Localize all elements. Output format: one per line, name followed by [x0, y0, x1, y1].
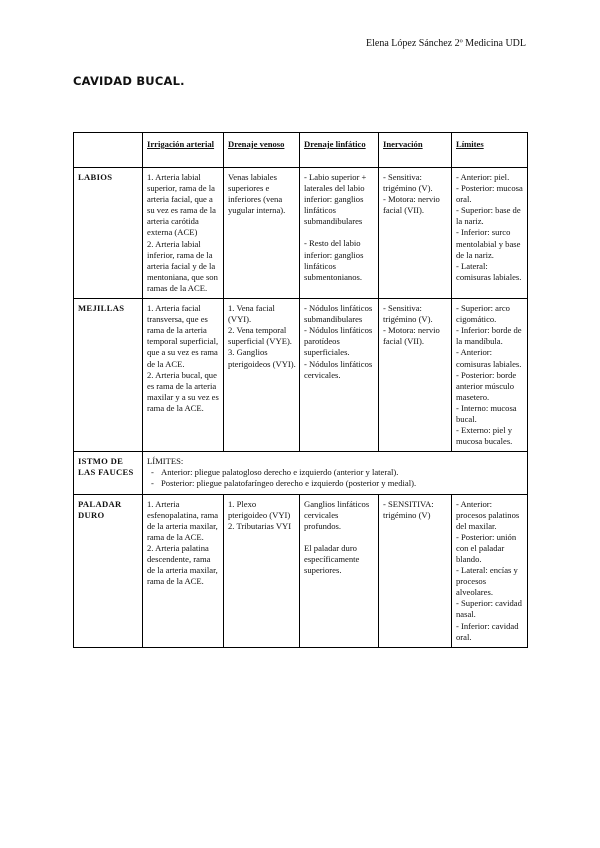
cell-linfatico: - Nódulos linfáticos submandibulares - Nódulos linfáticos parotídeos superficiales. - Nódulos linfáticos cervicales. — [300, 299, 379, 452]
cell-irrigacion: 1. Arteria facial transversa, que es rama de la arteria temporal superficial, que a su vez es rama de la ACE. 2. Arteria bucal, que es rama de la arteria maxilar y a su vez es rama de la ACE. — [143, 299, 224, 452]
row-header: MEJILLAS — [74, 299, 143, 452]
anatomy-table — [73, 132, 528, 648]
column-header: Irrigación arterial — [143, 133, 224, 168]
column-header: Límites — [452, 133, 528, 168]
page-title: CAVIDAD BUCAL. — [73, 74, 185, 88]
row-header: LABIOS — [74, 168, 143, 299]
column-header: Drenaje venoso — [224, 133, 300, 168]
cell-istmo-limites: LÍMITES: - Anterior: pliegue palatogloso derecho e izquierdo (anterior y lateral). - Posterior: pliegue palatofaríngeo derecho e izquierdo (posterior y medial). — [143, 452, 528, 494]
cell-inervacion: - SENSITIVA: trigémino (V) — [379, 494, 452, 647]
column-header: Drenaje linfático — [300, 133, 379, 168]
corner-cell — [74, 133, 143, 168]
cell-inervacion: - Sensitiva: trigémino (V). - Motora: nervio facial (VII). — [379, 299, 452, 452]
cell-limites: - Anterior: procesos palatinos del maxilar. - Posterior: unión con el paladar blando. - Lateral: encías y procesos alveolares. - Superior: cavidad nasal. - Inferior: cavidad oral. — [452, 494, 528, 647]
table-header-row — [74, 133, 528, 168]
cell-inervacion: - Sensitiva: trigémino (V). - Motora: nervio facial (VII). — [379, 168, 452, 299]
cell-linfatico: - Labio superior + laterales del labio inferior: ganglios linfáticos submandibulares - Resto del labio inferior: ganglios linfáticos submentonianos. — [300, 168, 379, 299]
list-item: - Posterior: pliegue palatofaríngeo derecho e izquierdo (posterior y medial). — [147, 478, 524, 489]
table-row — [74, 494, 528, 647]
table-row — [74, 299, 528, 452]
cell-venoso: 1. Plexo pterigoideo (VYI) 2. Tributarias VYI — [224, 494, 300, 647]
cell-irrigacion: 1. Arteria labial superior, rama de la arteria facial, que a su vez es rama de la arteria carótida externa (ACE) 2. Arteria labial inferior, rama de la arteria facial y de la mentoniana, que son ramas de la ACE. — [143, 168, 224, 299]
table-row — [74, 452, 528, 494]
cell-limites: - Anterior: piel. - Posterior: mucosa oral. - Superior: base de la nariz. - Inferior: surco mentolabial y base de la nariz. - Lateral: comisuras labiales. — [452, 168, 528, 299]
author-line: Elena López Sánchez 2º Medicina UDL — [366, 38, 526, 49]
cell-venoso: Venas labiales superiores e inferiores (vena yugular interna). — [224, 168, 300, 299]
column-header: Inervación — [379, 133, 452, 168]
row-header: PALADAR DURO — [74, 494, 143, 647]
cell-linfatico: Ganglios linfáticos cervicales profundos. El paladar duro específicamente superiores. — [300, 494, 379, 647]
cell-limites: - Superior: arco cigomático. - Inferior: borde de la mandíbula. - Anterior: comisuras labiales. - Posterior: borde anterior músculo masetero. - Interno: mucosa bucal. - Externo: piel y mucosa bucales. — [452, 299, 528, 452]
row-header: ISTMO DE LAS FAUCES — [74, 452, 143, 494]
table-row — [74, 168, 528, 299]
cell-irrigacion: 1. Arteria esfenopalatina, rama de la arteria maxilar, rama de la ACE. 2. Arteria palatina descendente, rama de la arteria maxilar, rama de la ACE. — [143, 494, 224, 647]
cell-venoso: 1. Vena facial (VYI). 2. Vena temporal superficial (VYE). 3. Ganglios pterigoideos (VYI). — [224, 299, 300, 452]
list-item: - Anterior: pliegue palatogloso derecho e izquierdo (anterior y lateral). — [147, 467, 524, 478]
